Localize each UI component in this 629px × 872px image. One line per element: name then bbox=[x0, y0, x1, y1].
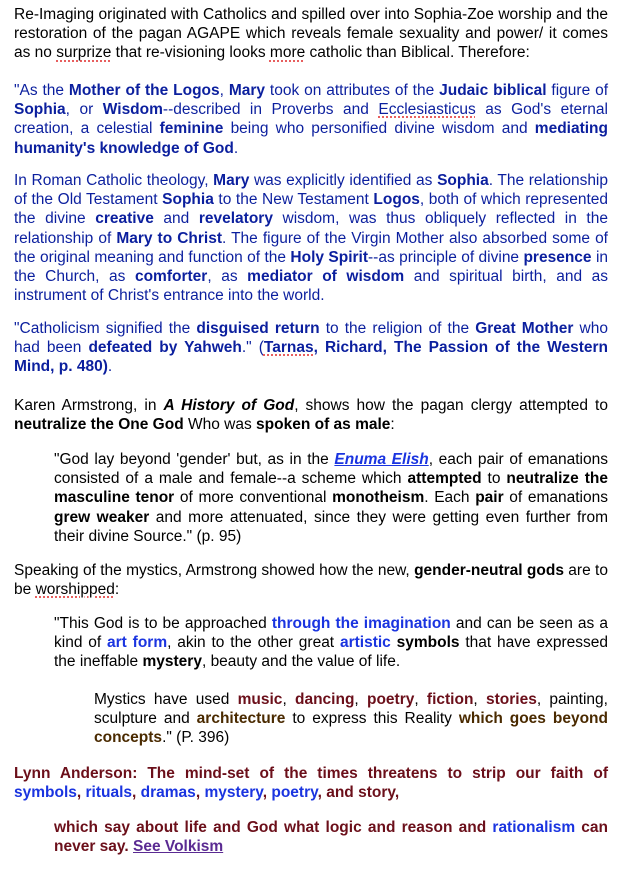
text-run: , beauty and the value of life. bbox=[201, 653, 401, 671]
emphasis: Wisdom bbox=[102, 101, 163, 119]
text-run: , shows how the pagan clergy attempted to bbox=[294, 397, 608, 414]
text-run: of emanations bbox=[503, 489, 608, 507]
text-run: and more attenuated, since they were getting even further from their divine Source." (p. 95) bbox=[54, 508, 608, 545]
emphasis: mediating humanity's knowledge of God bbox=[14, 120, 608, 157]
text-run: --described in Proverbs and bbox=[162, 101, 379, 119]
catholicism-paragraph bbox=[14, 319, 608, 377]
lynn-anderson-paragraph bbox=[14, 764, 608, 802]
emphasis: neutralize the masculine tenor bbox=[54, 470, 608, 507]
emphasis: mystery bbox=[142, 653, 202, 671]
enuma-elish-link[interactable]: Enuma Elish bbox=[334, 451, 429, 468]
flagged-word: more bbox=[269, 44, 306, 62]
emphasis: stories bbox=[485, 691, 537, 708]
emphasis: rationalism bbox=[492, 819, 576, 836]
text-run: as God's eternal creation, a celestial bbox=[14, 101, 608, 138]
emphasis: spoken of as male bbox=[256, 416, 391, 434]
emphasis: artistic bbox=[339, 634, 391, 652]
text-run: , bbox=[282, 691, 295, 708]
text-run: ." ( bbox=[241, 339, 264, 357]
emphasis: Sophia bbox=[437, 172, 489, 189]
text-run: figure of bbox=[546, 82, 609, 99]
text-run: can never say. bbox=[54, 819, 609, 856]
emphasis: grew weaker bbox=[54, 508, 150, 526]
text-run: : bbox=[114, 581, 120, 599]
text-run: , both of which represented the divine bbox=[14, 191, 608, 228]
emphasis: poetry bbox=[271, 784, 318, 802]
text-run: , bbox=[195, 784, 205, 802]
text-run: , bbox=[262, 784, 272, 802]
emphasis: neutralize the One God bbox=[14, 416, 184, 434]
text-run: "This God is to be approached bbox=[54, 615, 272, 632]
text-run: . bbox=[107, 358, 113, 376]
text-run: took on attributes of the bbox=[265, 82, 440, 99]
intro-paragraph bbox=[14, 5, 608, 63]
emphasis: revelatory bbox=[198, 210, 273, 228]
text-run: , akin to the other great bbox=[167, 634, 340, 652]
emphasis: Mother of the Logos bbox=[68, 82, 220, 99]
emphasis: fiction bbox=[426, 691, 474, 708]
text-run: . The figure of the Virgin Mother also absorbed some of the original meaning and function of the bbox=[14, 229, 608, 266]
emphasis: architecture bbox=[196, 710, 286, 728]
citation-author: Tarnas bbox=[263, 339, 314, 357]
citation: , Richard, The Passion of the Western Mind, p. 480) bbox=[14, 339, 608, 376]
emphasis: rituals bbox=[85, 784, 133, 802]
text-run: was explicitly identified as bbox=[249, 172, 438, 189]
quote-paragraph-sophia bbox=[14, 81, 608, 158]
emphasis: dramas bbox=[140, 784, 196, 802]
text-run: Speaking of the mystics, Armstrong showed how the new, bbox=[14, 562, 415, 579]
text-run: : bbox=[390, 416, 395, 434]
emphasis: defeated by Yahweh bbox=[88, 339, 242, 357]
text-run: , bbox=[473, 691, 486, 708]
emphasis: Logos bbox=[373, 191, 420, 209]
text-run: Karen Armstrong, in bbox=[14, 397, 164, 414]
emphasis: mediator of wisdom bbox=[247, 268, 405, 286]
emphasis: Mary to Christ bbox=[116, 229, 223, 247]
text-run: , bbox=[76, 784, 86, 802]
text-run: . bbox=[233, 139, 239, 157]
god-gender-quote bbox=[54, 450, 608, 546]
text-run: that have expressed the ineffable bbox=[54, 634, 608, 671]
text-run: , bbox=[132, 784, 141, 802]
emphasis: dancing bbox=[295, 691, 355, 708]
emphasis: symbols bbox=[396, 634, 460, 652]
text-run: , bbox=[414, 691, 427, 708]
text-run: The mind-set of the times threatens to strip our faith of bbox=[137, 765, 608, 782]
emphasis: pair bbox=[475, 489, 504, 507]
emphasis: symbols bbox=[14, 784, 77, 802]
text-run: of more conventional bbox=[174, 489, 333, 507]
imagination-quote bbox=[54, 614, 608, 672]
book-title: A History of God bbox=[163, 397, 295, 414]
text-run: to the New Testament bbox=[213, 191, 374, 209]
text-run: , and story, bbox=[317, 784, 400, 802]
text-run: "As the bbox=[14, 82, 69, 99]
text-run: , bbox=[219, 82, 229, 99]
text-run: are to be bbox=[14, 562, 608, 599]
emphasis: disguised return bbox=[196, 320, 320, 337]
text-run: to express this Reality bbox=[285, 710, 459, 728]
emphasis: comforter bbox=[134, 268, 208, 286]
text-run: and spiritual birth, and as instrument of Christ's entrance into the world. bbox=[14, 268, 609, 305]
emphasis: Mary bbox=[228, 82, 266, 99]
text-run: and bbox=[153, 210, 199, 228]
emphasis: art form bbox=[107, 634, 168, 652]
see-volkism-link[interactable]: See Volkism bbox=[133, 838, 224, 856]
emphasis: Judaic biblical bbox=[439, 82, 547, 99]
text-run: to bbox=[481, 470, 507, 488]
text-run: . The relationship of the Old Testament bbox=[14, 172, 608, 209]
mystics-paragraph bbox=[14, 561, 608, 599]
text-run: --as principle of divine bbox=[368, 248, 524, 266]
text-run: Mystics have used bbox=[94, 691, 238, 708]
flagged-word: Ecclesiasticus bbox=[378, 101, 476, 119]
emphasis: feminine bbox=[159, 120, 224, 138]
text-run: wisdom, was thus obliquely reflected in the relationship of bbox=[14, 210, 608, 247]
emphasis: through the imagination bbox=[271, 615, 451, 632]
text-run: "God lay beyond 'gender' but, as in the bbox=[54, 451, 335, 468]
text-run: being who personified divine wisdom and bbox=[223, 120, 535, 138]
closing-paragraph bbox=[54, 818, 608, 856]
emphasis: gender-neutral gods bbox=[414, 562, 564, 579]
author-name: Lynn Anderson: bbox=[14, 765, 138, 782]
mystics-art-quote bbox=[94, 690, 608, 748]
emphasis: poetry bbox=[366, 691, 415, 708]
text-run: "Catholicism signified the bbox=[14, 320, 197, 337]
emphasis: attempted bbox=[407, 470, 482, 488]
text-run: who had been bbox=[14, 320, 608, 357]
text-run: that re-visioning looks bbox=[111, 44, 270, 62]
text-run: , each pair of emanations consisted of a male and female--a scheme which bbox=[54, 451, 608, 488]
text-run: ." (P. 396) bbox=[162, 729, 230, 747]
text-run: and can be seen as a kind of bbox=[54, 615, 608, 652]
emphasis: Holy Spirit bbox=[290, 248, 369, 266]
roman-catholic-paragraph bbox=[14, 171, 608, 305]
text-run: , painting, sculpture and bbox=[94, 691, 608, 728]
text-run: , bbox=[354, 691, 367, 708]
text-run: Who was bbox=[183, 416, 257, 434]
emphasis: presence bbox=[523, 248, 592, 266]
emphasis: creative bbox=[95, 210, 154, 228]
emphasis: mystery bbox=[204, 784, 263, 802]
emphasis: monotheism bbox=[332, 489, 425, 507]
emphasis: Mary bbox=[213, 172, 250, 189]
armstrong-paragraph bbox=[14, 396, 608, 434]
emphasis: Sophia bbox=[162, 191, 214, 209]
emphasis: which goes beyond concepts bbox=[94, 710, 608, 747]
flagged-word: worshipped bbox=[35, 581, 115, 599]
misspelled-word: surprize bbox=[56, 44, 112, 62]
text-run: to the religion of the bbox=[319, 320, 476, 337]
text-run: , as bbox=[207, 268, 248, 286]
text-run: Re-Imaging originated with Catholics and spilled over into Sophia-Zoe worship and the restoration of the pagan AGAPE which reveals female sexuality and power/ it comes as no bbox=[14, 6, 608, 62]
text-run: which say about life and God what logic and reason and bbox=[54, 819, 493, 836]
emphasis: music bbox=[237, 691, 283, 708]
text-run: In Roman Catholic theology, bbox=[14, 172, 214, 189]
text-run: catholic than Biblical. Therefore: bbox=[305, 44, 530, 62]
emphasis: Sophia bbox=[14, 101, 66, 119]
text-run: . Each bbox=[424, 489, 476, 507]
text-run: , or bbox=[65, 101, 103, 119]
emphasis: Great Mother bbox=[475, 320, 574, 337]
text-run: in the Church, as bbox=[14, 248, 609, 286]
